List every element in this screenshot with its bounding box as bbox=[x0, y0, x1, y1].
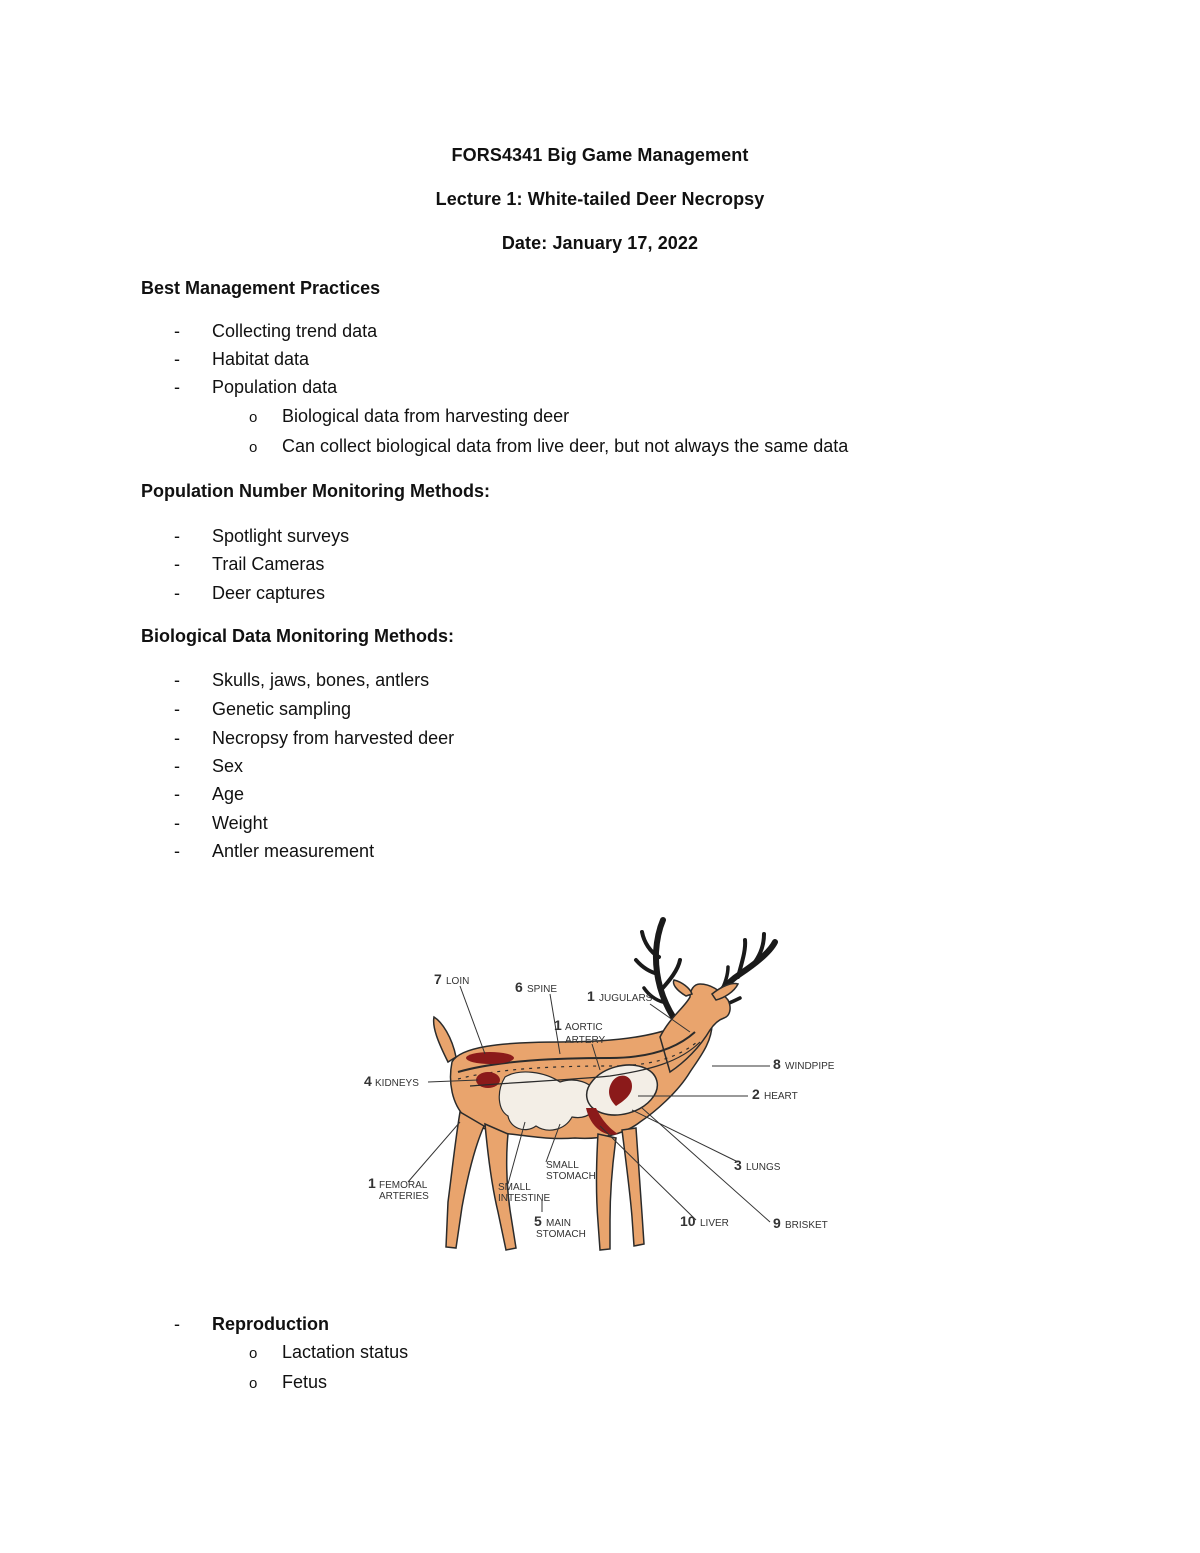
list-item-text: Collecting trend data bbox=[212, 321, 378, 341]
list-item-text: Necropsy from harvested deer bbox=[212, 728, 455, 748]
sub-list-item bbox=[249, 1342, 408, 1363]
bullet-dash: - bbox=[174, 377, 180, 397]
list-item-text: Age bbox=[212, 784, 245, 804]
bullet-dash: - bbox=[174, 670, 180, 690]
sub-list-item-text: Lactation status bbox=[282, 1342, 409, 1362]
sub-bullet-marker: o bbox=[249, 1375, 258, 1392]
list-item-text: Sex bbox=[212, 756, 244, 776]
lecture-title: Lecture 1: White-tailed Deer Necropsy bbox=[435, 189, 765, 209]
bullet-dash: - bbox=[174, 728, 180, 748]
label-main-stomach-num: 5 bbox=[534, 1213, 542, 1229]
section-heading-population: Population Number Monitoring Methods: bbox=[141, 481, 490, 501]
list-item bbox=[174, 526, 349, 547]
label-jugulars-num: 1 bbox=[587, 988, 595, 1004]
list-item-text: Skulls, jaws, bones, antlers bbox=[212, 670, 430, 690]
bullet-dash: - bbox=[174, 699, 180, 719]
label-brisket-num: 9 bbox=[773, 1215, 781, 1231]
sub-list-item bbox=[249, 1372, 327, 1393]
label-femoral-name1: FEMORAL bbox=[379, 1180, 428, 1191]
bullet-dash: - bbox=[174, 756, 180, 776]
sub-bullet-marker: o bbox=[249, 1345, 258, 1362]
list-item bbox=[174, 728, 454, 749]
label-main-stomach-name2: STOMACH bbox=[536, 1229, 586, 1240]
list-item-text: Deer captures bbox=[212, 583, 326, 603]
sub-list-item-text: Biological data from harvesting deer bbox=[282, 406, 570, 426]
list-item bbox=[174, 583, 325, 604]
label-aortic-name2: ARTERY bbox=[565, 1035, 606, 1046]
bullet-dash: - bbox=[174, 583, 180, 603]
label-spine-name: SPINE bbox=[527, 984, 558, 995]
list-item bbox=[174, 349, 309, 370]
lecture-date: Date: January 17, 2022 bbox=[501, 233, 699, 253]
label-main-stomach-name1: MAIN bbox=[546, 1218, 571, 1229]
sub-bullet-marker: o bbox=[249, 439, 258, 456]
label-lungs-num: 3 bbox=[734, 1157, 742, 1173]
list-item-text: Antler measurement bbox=[212, 841, 375, 861]
list-item-text: Population data bbox=[212, 377, 338, 397]
label-liver-num: 10 bbox=[680, 1213, 696, 1229]
list-item-text: Spotlight surveys bbox=[212, 526, 350, 546]
label-kidneys-name: KIDNEYS bbox=[375, 1078, 419, 1089]
label-liver-name: LIVER bbox=[700, 1218, 729, 1229]
list-item bbox=[174, 321, 377, 342]
label-loin-name: LOIN bbox=[446, 976, 470, 987]
list-item bbox=[174, 1314, 329, 1335]
deer-anatomy-figure bbox=[360, 912, 850, 1272]
label-small-stomach-name2: STOMACH bbox=[546, 1171, 596, 1182]
list-item-text: Weight bbox=[212, 813, 268, 833]
label-aortic-num: 1 bbox=[554, 1017, 562, 1033]
sub-list-item bbox=[249, 406, 569, 427]
label-small-intestine-name2: INTESTINE bbox=[498, 1193, 551, 1204]
list-item bbox=[174, 699, 351, 720]
label-kidneys-num: 4 bbox=[364, 1073, 372, 1089]
sub-list-item-text: Fetus bbox=[282, 1372, 328, 1392]
label-loin-num: 7 bbox=[434, 971, 442, 987]
label-jugulars-name: JUGULARS bbox=[599, 993, 653, 1004]
label-brisket-name: BRISKET bbox=[785, 1220, 828, 1231]
label-aortic-name1: AORTIC bbox=[565, 1022, 603, 1033]
sub-bullet-marker: o bbox=[249, 409, 258, 426]
list-item bbox=[174, 554, 324, 575]
bullet-dash: - bbox=[174, 349, 180, 369]
list-item bbox=[174, 670, 429, 691]
label-windpipe-name: WINDPIPE bbox=[785, 1061, 835, 1072]
label-heart-name: HEART bbox=[764, 1091, 798, 1102]
label-lungs-name: LUNGS bbox=[746, 1162, 781, 1173]
label-femoral-name2: ARTERIES bbox=[379, 1191, 429, 1202]
list-item-text: Trail Cameras bbox=[212, 554, 325, 574]
label-windpipe-num: 8 bbox=[773, 1056, 781, 1072]
label-femoral-num: 1 bbox=[368, 1175, 376, 1191]
label-small-intestine-name1: SMALL bbox=[498, 1182, 531, 1193]
deer-anatomy-diagram bbox=[360, 912, 850, 1272]
bullet-dash: - bbox=[174, 813, 180, 833]
bullet-dash: - bbox=[174, 554, 180, 574]
sub-list-item-text: Can collect biological data from live deer, but not always the same data bbox=[282, 436, 849, 456]
list-item-text: Reproduction bbox=[212, 1314, 329, 1334]
list-item bbox=[174, 784, 244, 805]
label-heart-num: 2 bbox=[752, 1086, 760, 1102]
label-small-stomach-name1: SMALL bbox=[546, 1160, 579, 1171]
list-item bbox=[174, 813, 268, 834]
label-spine-num: 6 bbox=[515, 979, 523, 995]
bullet-dash: - bbox=[174, 321, 180, 341]
bullet-dash: - bbox=[174, 1314, 180, 1334]
list-item bbox=[174, 841, 374, 862]
course-title: FORS4341 Big Game Management bbox=[451, 145, 749, 165]
list-item bbox=[174, 756, 243, 777]
bullet-dash: - bbox=[174, 841, 180, 861]
section-heading-biological: Biological Data Monitoring Methods: bbox=[141, 626, 454, 646]
bullet-dash: - bbox=[174, 784, 180, 804]
list-item-text: Genetic sampling bbox=[212, 699, 352, 719]
section-heading-bmp: Best Management Practices bbox=[141, 278, 381, 298]
bullet-dash: - bbox=[174, 526, 180, 546]
sub-list-item bbox=[249, 436, 848, 457]
list-item bbox=[174, 377, 337, 398]
list-item-text: Habitat data bbox=[212, 349, 310, 369]
